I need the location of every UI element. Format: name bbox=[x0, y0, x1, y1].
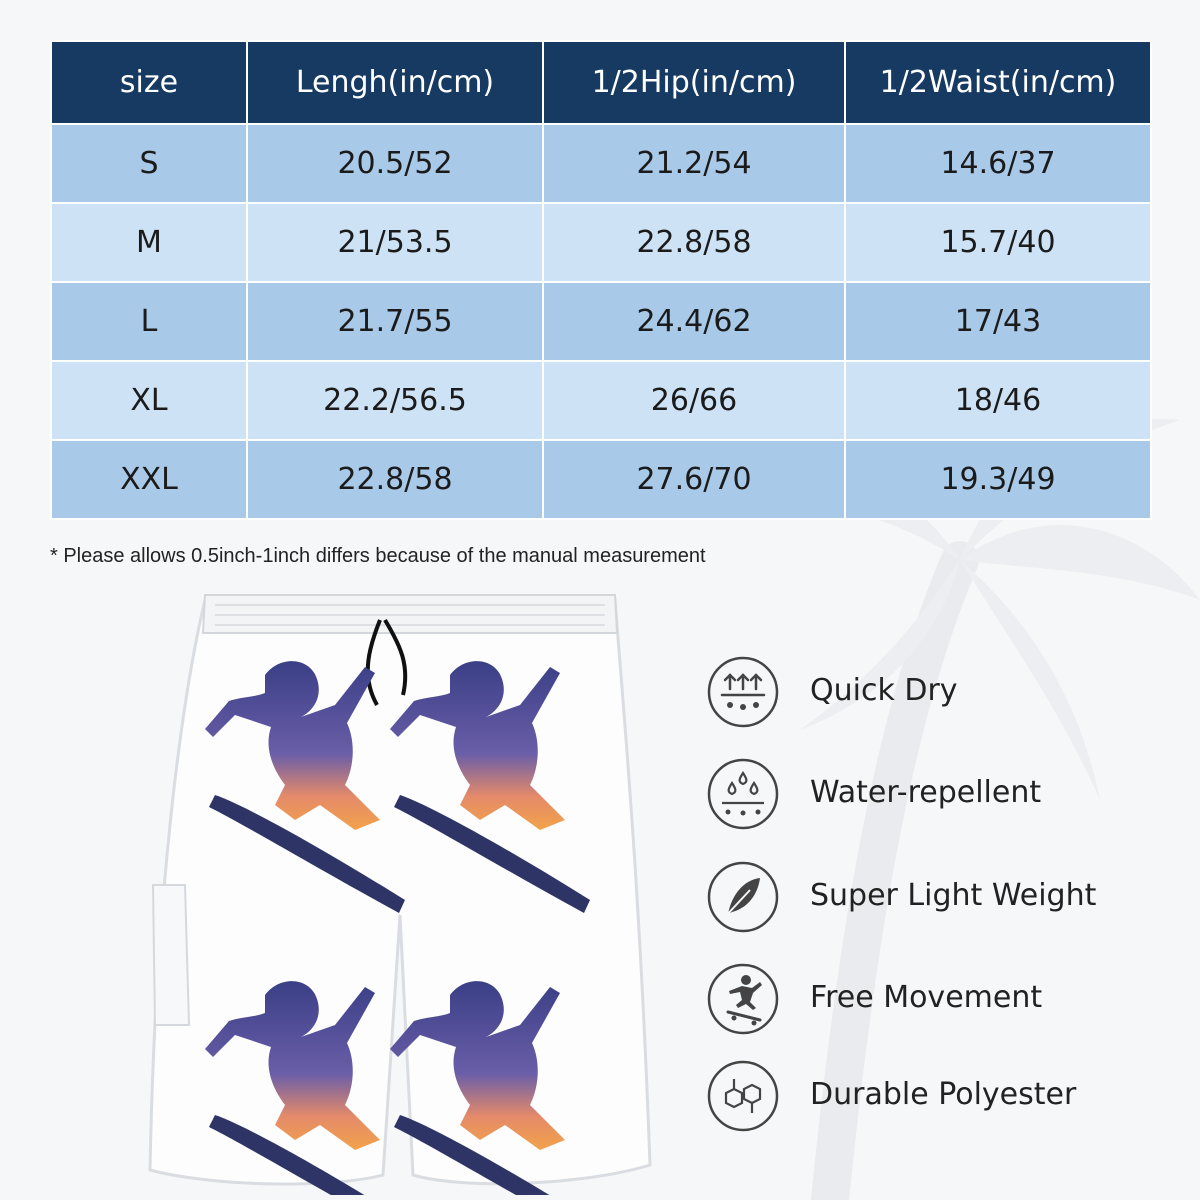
cell-half-hip: 21.2/54 bbox=[543, 124, 845, 203]
feature-quick-dry bbox=[706, 655, 1166, 729]
header-size: size bbox=[51, 41, 247, 124]
cell-length: 20.5/52 bbox=[247, 124, 543, 203]
quick-dry-icon bbox=[706, 655, 780, 729]
cell-half-waist: 19.3/49 bbox=[845, 440, 1151, 519]
feature-label: Durable Polyester bbox=[810, 1077, 1077, 1112]
feature-free-movement bbox=[706, 962, 1166, 1036]
cell-half-waist: 18/46 bbox=[845, 361, 1151, 440]
table-row bbox=[51, 203, 1151, 282]
header-length: Lengh(in/cm) bbox=[247, 41, 543, 124]
feature-durable-polyester bbox=[706, 1059, 1166, 1133]
cell-half-waist: 14.6/37 bbox=[845, 124, 1151, 203]
cell-size: XL bbox=[51, 361, 247, 440]
board-shorts-image bbox=[145, 585, 655, 1195]
water-drops-icon bbox=[706, 757, 780, 831]
skateboarder-icon bbox=[706, 962, 780, 1036]
feature-light-weight bbox=[706, 860, 1166, 934]
table-row bbox=[51, 440, 1151, 519]
measurement-note: * Please allows 0.5inch-1inch differs because of the manual measurement bbox=[50, 545, 706, 567]
cell-half-hip: 27.6/70 bbox=[543, 440, 845, 519]
cell-length: 21/53.5 bbox=[247, 203, 543, 282]
feature-label: Free Movement bbox=[810, 980, 1043, 1015]
feather-icon bbox=[706, 860, 780, 934]
table-row bbox=[51, 124, 1151, 203]
cell-half-hip: 24.4/62 bbox=[543, 282, 845, 361]
feature-label: Water-repellent bbox=[810, 775, 1042, 810]
table-row bbox=[51, 282, 1151, 361]
size-chart-table bbox=[50, 40, 1152, 520]
header-half-hip: 1/2Hip(in/cm) bbox=[543, 41, 845, 124]
cell-half-hip: 22.8/58 bbox=[543, 203, 845, 282]
cell-half-hip: 26/66 bbox=[543, 361, 845, 440]
header-half-waist: 1/2Waist(in/cm) bbox=[845, 41, 1151, 124]
cell-size: S bbox=[51, 124, 247, 203]
table-row bbox=[51, 361, 1151, 440]
cell-size: L bbox=[51, 282, 247, 361]
feature-label: Quick Dry bbox=[810, 673, 958, 708]
feature-water-repellent bbox=[706, 757, 1166, 831]
table-header-row bbox=[51, 41, 1151, 124]
cell-length: 21.7/55 bbox=[247, 282, 543, 361]
feature-label: Super Light Weight bbox=[810, 878, 1097, 913]
cell-half-waist: 17/43 bbox=[845, 282, 1151, 361]
cell-length: 22.8/58 bbox=[247, 440, 543, 519]
cell-half-waist: 15.7/40 bbox=[845, 203, 1151, 282]
cell-size: XXL bbox=[51, 440, 247, 519]
molecule-icon bbox=[706, 1059, 780, 1133]
cell-size: M bbox=[51, 203, 247, 282]
cell-length: 22.2/56.5 bbox=[247, 361, 543, 440]
